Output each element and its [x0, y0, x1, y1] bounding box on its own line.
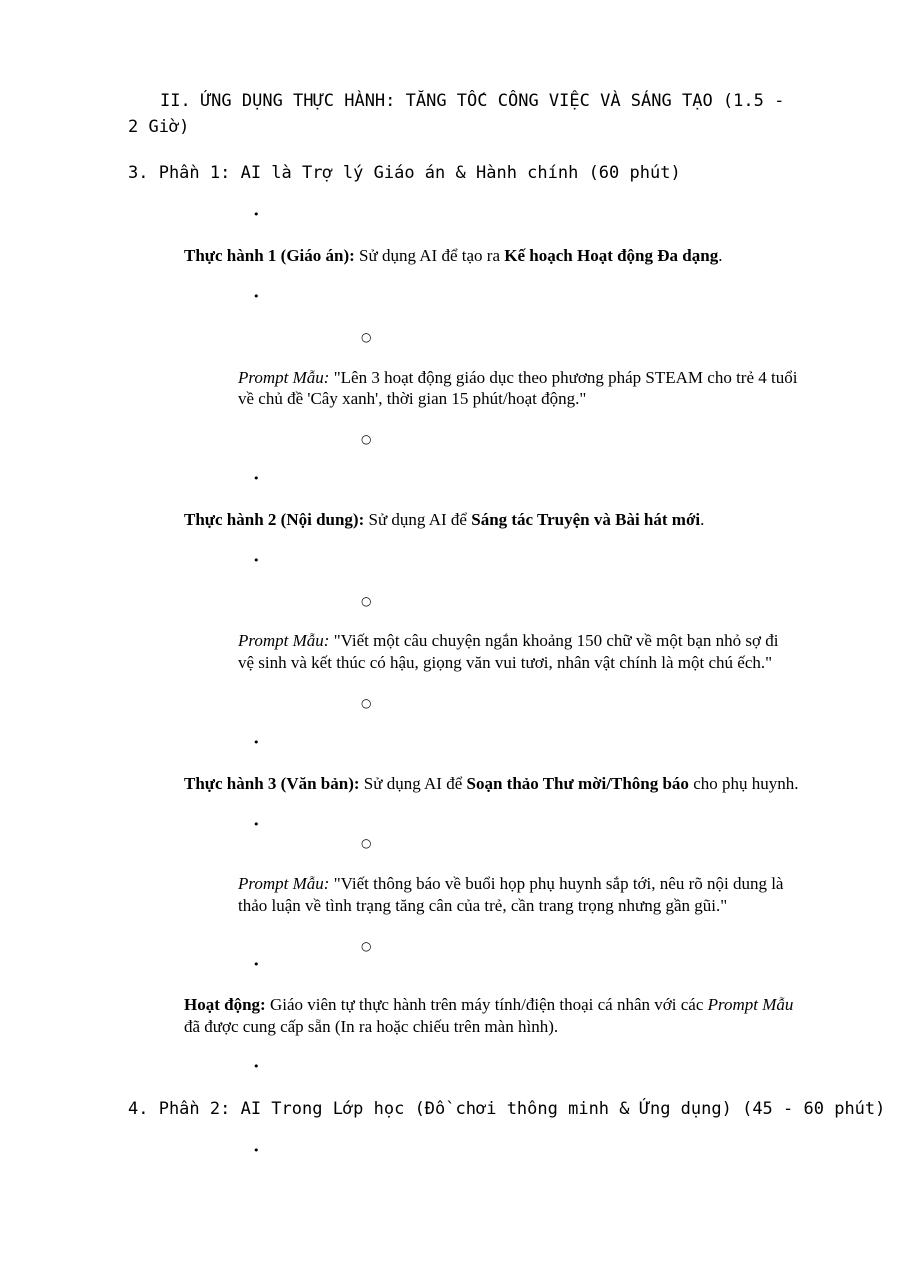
prompt-label: Prompt Mẫu: — [238, 874, 330, 893]
bullet-marker: • — [253, 290, 260, 303]
practice2-after: . — [700, 510, 705, 529]
activity-line1 — [184, 994, 793, 1015]
activity-line2: đã được cung cấp sẵn (In ra hoặc chiếu trên màn hình). — [184, 1017, 559, 1036]
activity-label: Hoạt động: — [184, 995, 266, 1014]
practice2-prompt-line2: vệ sinh và kết thúc có hậu, giọng văn vui tươi, nhân vật chính là một chú ếch." — [238, 653, 773, 672]
practice1-after: . — [718, 246, 723, 265]
bullet-marker: • — [253, 208, 260, 221]
circle-marker: ○ — [361, 696, 372, 710]
part1-title: 3. Phần 1: AI là Trợ lý Giáo án & Hành chính (60 phút) — [128, 163, 681, 183]
practice1-text: Sử dụng AI để tạo ra — [354, 246, 505, 265]
bullet-marker: • — [253, 554, 260, 567]
practice3-label: Thực hành 3 (Văn bản): — [184, 774, 360, 793]
prompt-text: "Viết thông báo về buổi họp phụ huynh sắp tới, nêu rõ nội dung là — [329, 874, 784, 893]
practice1-prompt-line1 — [238, 367, 797, 388]
section-heading-line2: 2 Giờ) — [128, 117, 190, 137]
bullet-marker: • — [253, 818, 260, 831]
activity-text: Giáo viên tự thực hành trên máy tính/điện thoại cá nhân với các — [265, 995, 708, 1014]
practice1-line — [184, 245, 722, 266]
practice3-line — [184, 773, 798, 794]
circle-marker: ○ — [361, 432, 372, 446]
prompt-label: Prompt Mẫu: — [238, 368, 330, 387]
practice2-line — [184, 509, 704, 530]
circle-marker: ○ — [361, 330, 372, 344]
practice3-prompt-line1 — [238, 873, 783, 894]
circle-marker: ○ — [361, 836, 372, 850]
practice3-text: Sử dụng AI để — [359, 774, 467, 793]
practice2-label: Thực hành 2 (Nội dung): — [184, 510, 365, 529]
circle-marker: ○ — [361, 939, 372, 953]
practice1-bold: Kế hoạch Hoạt động Đa dạng — [504, 246, 719, 265]
circle-marker: ○ — [361, 594, 372, 608]
bullet-marker: • — [253, 958, 260, 971]
prompt-label: Prompt Mẫu: — [238, 631, 330, 650]
practice2-text: Sử dụng AI để — [364, 510, 472, 529]
practice3-bold: Soạn thảo Thư mời/Thông báo — [466, 774, 689, 793]
practice2-prompt-line1 — [238, 630, 778, 651]
prompt-text: "Viết một câu chuyện ngắn khoảng 150 chữ về một bạn nhỏ sợ đi — [329, 631, 779, 650]
practice3-prompt-line2: thảo luận về tình trạng tăng cân của trẻ, cần trang trọng nhưng gần gũi." — [238, 896, 728, 915]
bullet-marker: • — [253, 736, 260, 749]
practice3-after: cho phụ huynh. — [688, 774, 799, 793]
bullet-marker: • — [253, 1144, 260, 1157]
part2-title: 4. Phần 2: AI Trong Lớp học (Đồ chơi thông minh & Ứng dụng) (45 - 60 phút) — [128, 1099, 886, 1119]
bullet-marker: • — [253, 472, 260, 485]
practice1-label: Thực hành 1 (Giáo án): — [184, 246, 355, 265]
bullet-marker: • — [253, 1060, 260, 1073]
section-heading-line1: II. ỨNG DỤNG THỰC HÀNH: TĂNG TỐC CÔNG VIỆC VÀ SÁNG TẠO (1.5 - — [160, 91, 785, 111]
practice1-prompt-line2: về chủ đề 'Cây xanh', thời gian 15 phút/hoạt động." — [238, 389, 587, 408]
prompt-text: "Lên 3 hoạt động giáo dục theo phương pháp STEAM cho trẻ 4 tuổi — [329, 368, 798, 387]
practice2-bold: Sáng tác Truyện và Bài hát mới — [471, 510, 701, 529]
activity-italic: Prompt Mẫu — [707, 995, 794, 1014]
